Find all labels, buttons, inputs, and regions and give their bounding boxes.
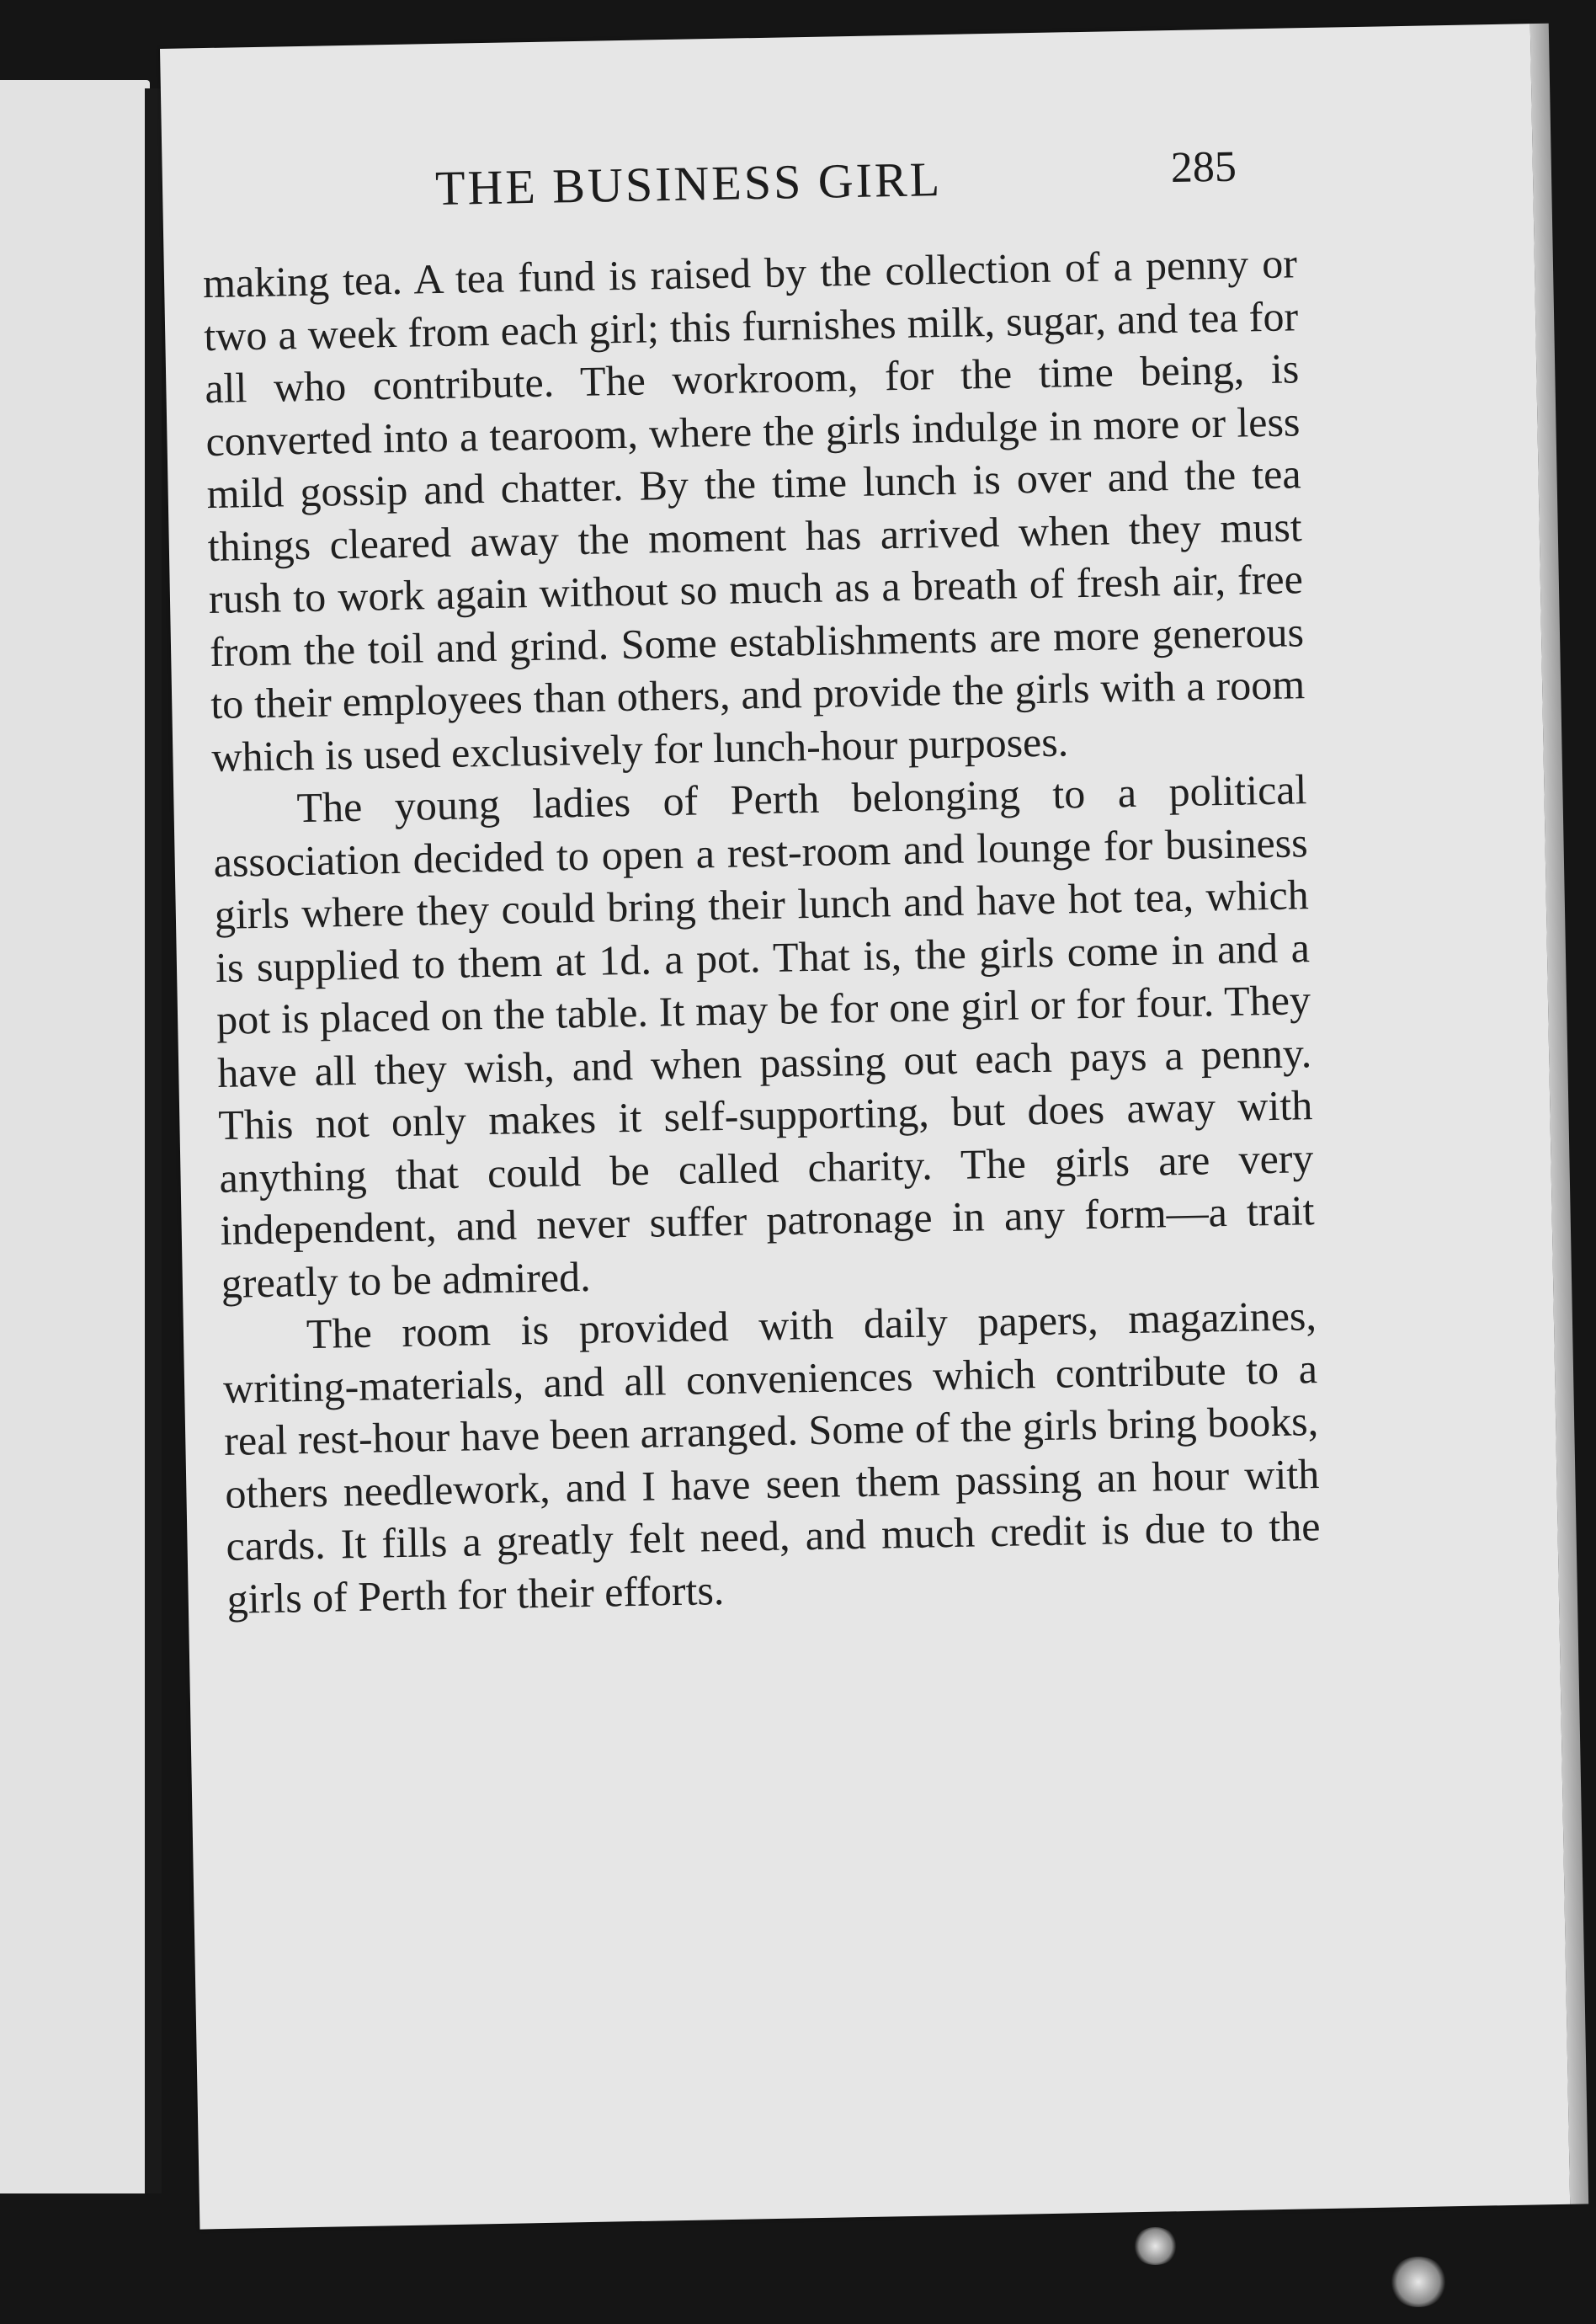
bottom-smudge — [1132, 2227, 1178, 2265]
corner-smudge — [1389, 2257, 1448, 2307]
page-number: 285 — [1170, 142, 1237, 193]
running-title: THE BUSINESS GIRL — [434, 152, 943, 216]
page-edge-shadow — [1530, 24, 1588, 2204]
page-header — [162, 140, 1534, 241]
paragraph-2: The young ladies of Perth belonging to a political association decided to open a rest-room and lounge for business girls where they could bring their lunch and have hot tea, which is supplied to them at 1d. a pot. That is, the girls come in and a pot is placed on the table. It may be for one girl or for four. They have all they wish, and when passing out each pays a penny. This not only makes it self-supporting, but does away with anything that could be called charity. The girls are very independent, and never suffer patronage in any form—a trait greatly to be admired. — [213, 765, 1316, 1307]
body-text — [203, 237, 1322, 1625]
paragraph-1: making tea. A tea fund is raised by the collection of a penny or two a week from each girl; this furnishes milk, sugar, and tea for all who contribute. The workroom, for the time being, is converted into a tearoom, where the girls indulge in more or less mild gossip and chatter. By the time lunch is over and the tea things cleared away the moment has arrived when they must rush to work again without so much as a breath of fresh air, free from the toil and grind. Some establishments are more generous to their employees than others, and provide the girls with a room which is used exclusively for lunch-hour purposes. — [202, 239, 1306, 781]
book-gutter — [145, 88, 162, 2193]
paragraph-3: The room is provided with daily papers, magazines, writing-materials, and all conveniences which contribute to a real rest-hour have been arranged. Some of the girls bring books, others needlework, and I have seen them passing an hour with cards. It fills a greatly felt need, and much credit is due to the girls of Perth for their efforts. — [222, 1292, 1321, 1623]
book-page — [160, 24, 1570, 2229]
left-page-edge — [0, 80, 150, 2193]
